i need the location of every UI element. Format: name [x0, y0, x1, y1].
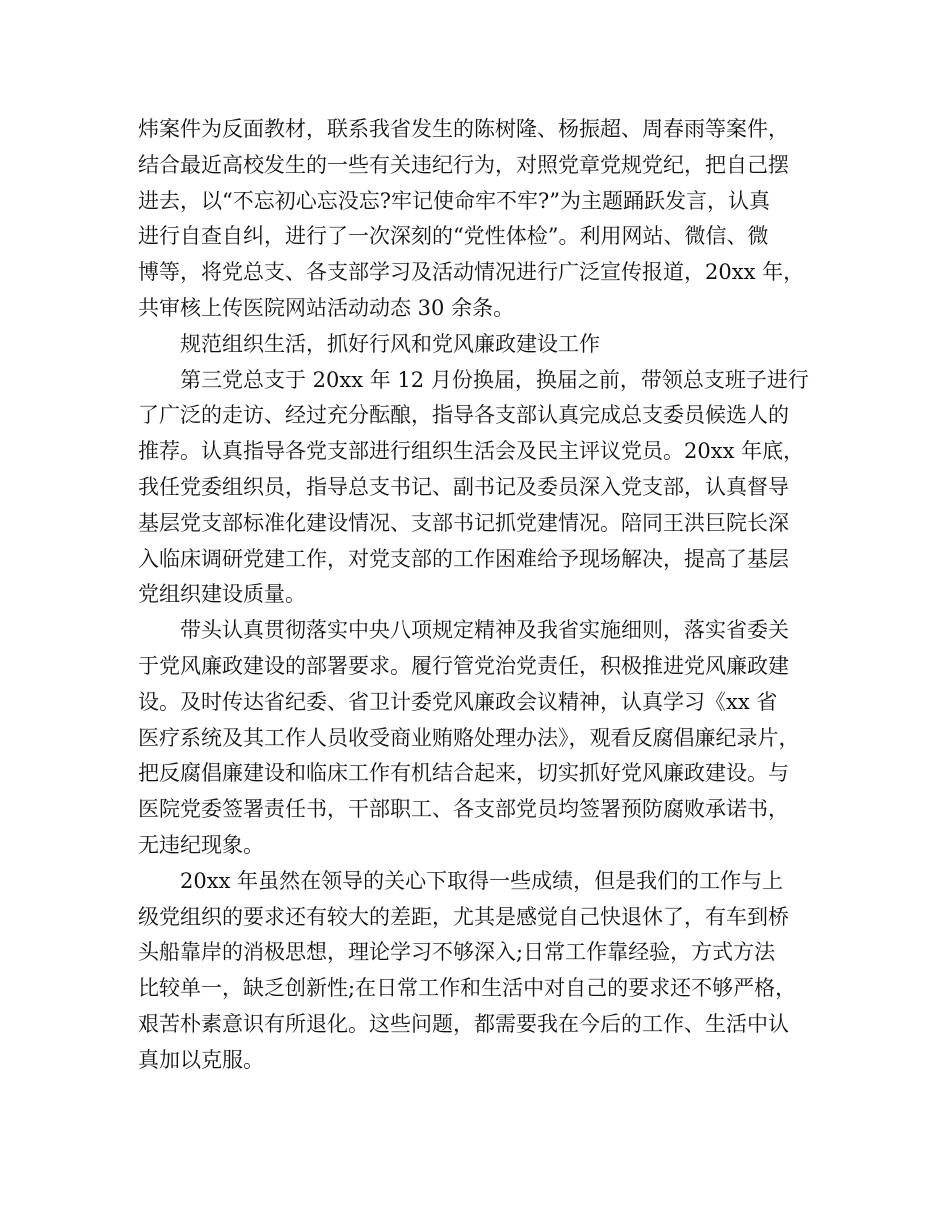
text-line: 党组织建设质量。 [138, 582, 306, 607]
text-line: 我任党委组织员，指导总支书记、副书记及委员深入党支部，认真督导 [138, 474, 789, 499]
text-line: 设。及时传达省纪委、省卫计委党风廉政会议精神，认真学习《xx 省 [138, 689, 778, 714]
text-line: 于党风廉政建设的部署要求。履行管党治党责任，积极推进党风廉政建 [138, 653, 789, 678]
document-body [138, 112, 828, 1079]
text-line: 医院党委签署责任书，干部职工、各支部党员均签署预防腐败承诺书， [138, 797, 789, 822]
paragraph-1 [138, 112, 828, 327]
text-line: 进行自查自纠，进行了一次深刻的“党性体检”。利用网站、微信、微 [138, 224, 769, 249]
heading-line: 规范组织生活，抓好行风和党风廉政建设工作 [180, 331, 600, 356]
paragraph-4 [138, 864, 828, 1079]
text-line: 共审核上传医院网站活动动态 30 余条。 [138, 295, 515, 320]
section-heading [138, 327, 828, 363]
text-line: 了广泛的走访、经过充分酝酿，指导各支部认真完成总支委员候选人的 [138, 403, 789, 428]
text-line: 入临床调研党建工作，对党支部的工作困难给予现场解决，提高了基层 [138, 546, 789, 571]
text-line: 炜案件为反面教材，联系我省发生的陈树隆、杨振超、周春雨等案件， [138, 117, 789, 141]
text-line: 进去，以“不忘初心忘没忘?牢记使命牢不牢?”为主题踊跃发言，认真 [138, 188, 770, 213]
text-line: 结合最近高校发生的一些有关违纪行为，对照党章党规党纪，把自己摆 [138, 152, 789, 177]
paragraph-3 [138, 613, 828, 864]
text-line: 无违纪现象。 [138, 832, 264, 857]
text-line: 把反腐倡廉建设和临床工作有机结合起来，切实抓好党风廉政建设。与 [138, 761, 789, 786]
text-line: 真加以克服。 [138, 1047, 264, 1072]
text-line: 比较单一，缺乏创新性;在日常工作和生活中对自己的要求还不够严格， [138, 976, 797, 1001]
text-line: 博等，将党总支、各支部学习及活动情况进行广泛宣传报道，20xx 年， [138, 260, 805, 285]
text-line: 级党组织的要求还有较大的差距，尤其是感觉自己快退休了，有车到桥 [138, 904, 789, 929]
text-line: 艰苦朴素意识有所退化。这些问题，都需要我在今后的工作、生活中认 [138, 1011, 789, 1036]
text-line: 20xx 年虽然在领导的关心下取得一些成绩，但是我们的工作与上 [180, 868, 784, 893]
text-line: 带头认真贯彻落实中央八项规定精神及我省实施细则，落实省委关 [180, 618, 789, 643]
paragraph-2 [138, 363, 828, 614]
text-line: 推荐。认真指导各党支部进行组织生活会及民主评议党员。20xx 年底， [138, 439, 805, 464]
text-line: 医疗系统及其工作人员收受商业贿赂处理办法》，观看反腐倡廉纪录片， [138, 725, 800, 750]
text-line: 第三党总支于 20xx 年 12 月份换届，换届之前，带领总支班子进行 [180, 367, 809, 392]
text-line: 基层党支部标准化建设情况、支部书记抓党建情况。陪同王洪巨院长深 [138, 510, 789, 535]
text-line: 头船靠岸的消极思想，理论学习不够深入;日常工作靠经验，方式方法 [138, 940, 776, 965]
